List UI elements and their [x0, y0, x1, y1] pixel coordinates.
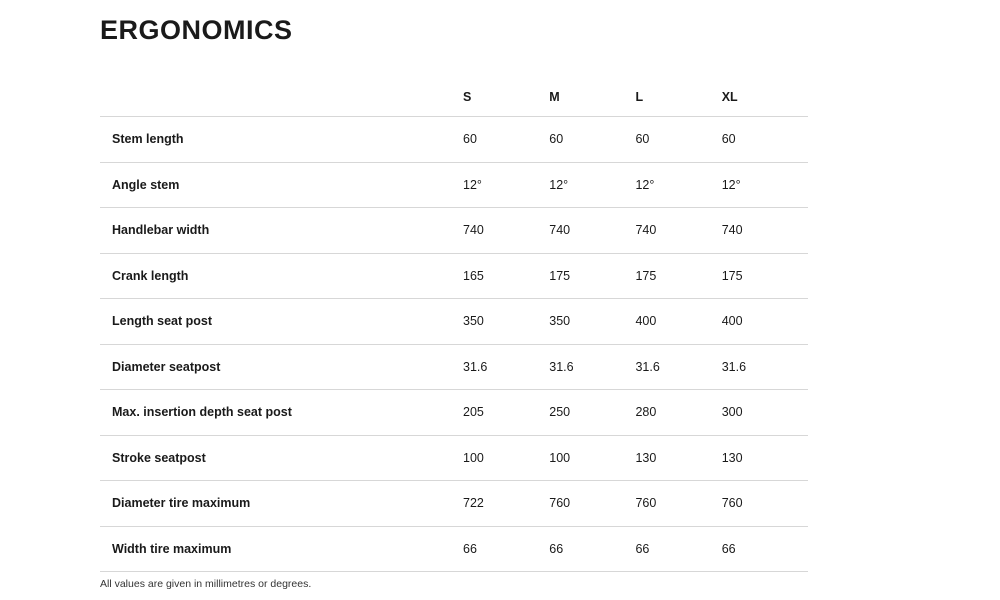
cell-m: 350 [549, 314, 571, 329]
table-row [100, 208, 808, 254]
table-body [100, 117, 808, 572]
cell-l: 280 [635, 405, 657, 420]
column-header-l: L [635, 78, 721, 117]
cell-xl: 31.6 [721, 359, 747, 374]
table-footnote: All values are given in millimetres or degrees. [100, 578, 312, 590]
cell-m: 175 [549, 268, 571, 283]
table-row [100, 344, 808, 390]
cell-m: 740 [549, 223, 571, 238]
ergonomics-table-wrapper [100, 78, 808, 572]
row-label: Crank length [112, 268, 189, 283]
cell-xl: 12° [721, 177, 741, 192]
cell-l: 12° [635, 177, 655, 192]
cell-m: 66 [549, 541, 564, 556]
row-label: Max. insertion depth seat post [112, 405, 292, 420]
table-row [100, 390, 808, 436]
table-row [100, 253, 808, 299]
row-label: Diameter seatpost [112, 359, 221, 374]
table-row [100, 435, 808, 481]
cell-l: 175 [635, 268, 657, 283]
row-label: Stem length [112, 132, 184, 147]
page-title: ERGONOMICS [100, 15, 293, 45]
cell-l: 60 [635, 132, 650, 147]
cell-xl: 175 [721, 268, 743, 283]
ergonomics-table [100, 78, 808, 572]
cell-xl: 400 [721, 314, 743, 329]
table-header [100, 78, 808, 117]
row-label: Diameter tire maximum [112, 496, 251, 511]
column-header-xl: XL [722, 78, 808, 117]
cell-xl: 300 [721, 405, 743, 420]
cell-l: 66 [635, 541, 650, 556]
cell-s: 722 [463, 496, 484, 511]
cell-l: 740 [635, 223, 657, 238]
cell-l: 31.6 [635, 359, 660, 374]
cell-xl: 740 [721, 223, 743, 238]
row-label: Length seat post [112, 314, 213, 329]
table-row [100, 162, 808, 208]
cell-s: 740 [463, 223, 484, 238]
cell-s: 66 [463, 541, 477, 556]
row-label: Angle stem [112, 177, 180, 192]
cell-s: 165 [463, 268, 484, 283]
cell-m: 250 [549, 405, 571, 420]
cell-xl: 760 [721, 496, 743, 511]
cell-l: 760 [635, 496, 657, 511]
table-row [100, 117, 808, 163]
table-header-row [100, 78, 808, 117]
cell-m: 12° [549, 177, 569, 192]
cell-s: 350 [463, 314, 484, 329]
cell-s: 205 [463, 405, 484, 420]
cell-s: 60 [463, 132, 477, 147]
cell-xl: 66 [721, 541, 736, 556]
cell-xl: 130 [721, 450, 743, 465]
cell-s: 100 [463, 450, 484, 465]
column-header-m: M [549, 78, 635, 117]
row-label: Width tire maximum [112, 541, 232, 556]
column-header-s: S [463, 78, 549, 117]
row-label: Handlebar width [112, 223, 210, 238]
cell-xl: 60 [721, 132, 736, 147]
table-row [100, 299, 808, 345]
column-header-label [100, 78, 463, 117]
cell-m: 60 [549, 132, 564, 147]
cell-m: 760 [549, 496, 571, 511]
cell-m: 31.6 [549, 359, 574, 374]
cell-l: 400 [635, 314, 657, 329]
cell-s: 31.6 [463, 359, 488, 374]
table-row [100, 526, 808, 572]
cell-m: 100 [549, 450, 571, 465]
row-label: Stroke seatpost [112, 450, 206, 465]
table-row [100, 481, 808, 527]
cell-s: 12° [463, 177, 482, 192]
cell-l: 130 [635, 450, 657, 465]
